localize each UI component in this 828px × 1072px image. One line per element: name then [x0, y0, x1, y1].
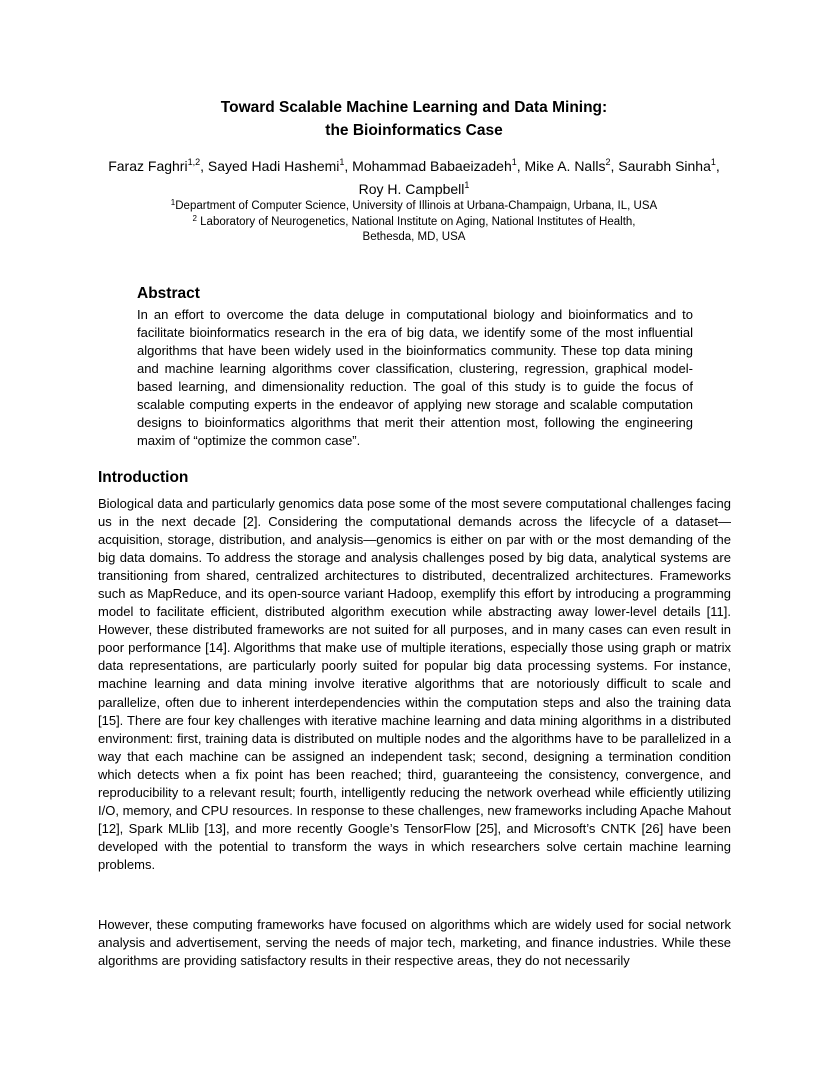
author-name: , Saurabh Sinha — [610, 158, 711, 174]
title-line-2: the Bioinformatics Case — [325, 122, 503, 139]
author-name: Faraz Faghri — [108, 158, 188, 174]
author-name: , Mike A. Nalls — [516, 158, 606, 174]
author-list — [100, 156, 728, 202]
affiliations — [100, 199, 728, 246]
author-affiliation-marker: 2 — [605, 157, 611, 167]
author-name: , Mohammad Babaeizadeh — [344, 158, 512, 174]
author-affiliation-marker: 1 — [339, 157, 345, 167]
introduction-paragraph-2: However, these computing frameworks have focused on algorithms which are widely used for social network analysis and advertisement, serving the needs of major tech, marketing, and finance industries. While these algorithms are providing satisfactory results in their respective areas, they do not necessarily — [98, 917, 731, 969]
author-name: , Roy H. Campbell — [358, 158, 720, 197]
affiliation-marker: 2 — [192, 213, 197, 223]
introduction-heading: Introduction — [98, 469, 189, 486]
affiliation-marker: 1 — [170, 198, 176, 207]
introduction-paragraph-1: Biological data and particularly genomics data pose some of the most severe computational challenges facing us in the next decade [2]. Considering the computational demands across the lifecycle of a dataset—acquisition, storage, distribution, and analysis—genomics is either on par with or the most demanding of the big data domains. To address the storage and analysis challenges posed by big data, analytical systems are transitioning from shared, centralized architectures to distributed, decentralized architectures. Frameworks such as MapReduce, and its open-source variant Hadoop, exemplify this effort by introducing a programming model to facilitate efficient, distributed algorithm execution while abstracting away lower-level details [11]. However, these distributed frameworks are not suited for all purposes, and in many cases can even result in poor performance [14]. Algorithms that make use of multiple iterations, especially those using graph or matrix data representations, are particularly poorly suited for popular big data processing systems. For instance, machine learning and data mining involve iterative algorithms that are notoriously difficult to scale and parallelize, often due to inherent interdependencies within the computation steps and also the training data [15]. There are four key challenges with iterative machine learning and data mining algorithms in a distributed environment: first, training data is distributed on multiple nodes and the algorithms have to be parallelized in a way that each machine can be assigned an independent task; second, designing a termination condition which detects when a fix point has been reached; third, guaranteeing the consistency, convergence, and reproducibility to a relevant result; fourth, intelligently reducing the network overhead while efficiently utilizing I/O, memory, and CPU resources. In response to these challenges, new frameworks including Apache Mahout [12], Spark MLlib [13], and more recently Google’s TensorFlow [25], and Microsoft’s CNTK [26] have been developed with the potential to transform the ways in which researchers solve certain machine learning problems. — [98, 496, 731, 872]
affiliation-text: Department of Computer Science, University of Illinois at Urbana-Champaign, Urbana, IL, USA — [175, 200, 658, 212]
author-affiliation-marker: 1 — [511, 157, 517, 167]
affiliation-2 — [100, 215, 728, 231]
affiliation-text: Laboratory of Neurogenetics, National Institute on Aging, National Institutes of Health, — [196, 215, 636, 228]
paper-title — [0, 96, 828, 142]
affiliation-1 — [100, 199, 728, 215]
author-affiliation-marker: 1 — [464, 180, 470, 190]
abstract-body: In an effort to overcome the data deluge in computational biology and bioinformatics and to facilitate bioinformatics research in the era of big data, we identify some of the most influential algorithms that have been widely used in the bioinformatics community. These top data mining and machine learning algorithms cover classification, clustering, regression, graphical model-based learning, and dimensionality reduction. The goal of this study is to guide the focus of scalable computing experts in the endeavor of applying new storage and scalable computation designs to bioinformatics algorithms that merit their attention most, following the engineering maxim of “optimize the common case”. — [137, 307, 693, 448]
abstract-heading: Abstract — [137, 285, 200, 302]
author-name: , Sayed Hadi Hashemi — [200, 158, 340, 174]
author-affiliation-marker: 1,2 — [187, 157, 201, 167]
affiliation-2-continued: Bethesda, MD, USA — [362, 231, 466, 243]
title-line-1: Toward Scalable Machine Learning and Data Mining: — [220, 99, 608, 116]
author-affiliation-marker: 1 — [710, 157, 716, 167]
